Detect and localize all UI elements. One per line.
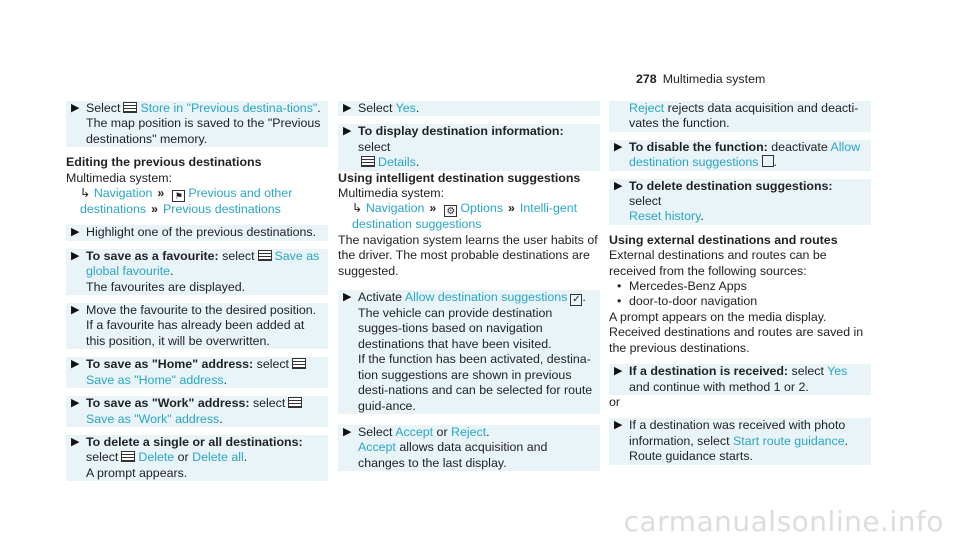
nav-path [66, 186, 328, 217]
reject-link[interactable]: Reject [629, 101, 665, 115]
details-link[interactable]: Details [378, 155, 416, 170]
watermark: carmanualsonline.info [623, 504, 944, 538]
step-delete-suggestions: ▶ To delete destination suggestions: select Reset history. [609, 179, 871, 225]
flag-icon: ⚑ [172, 190, 185, 202]
nav-navigation[interactable]: Navigation [93, 186, 153, 201]
step-arrow-icon: ▶ [71, 435, 80, 448]
column-1 [66, 101, 328, 481]
page-header [636, 72, 765, 87]
paragraph-external: External destinations and routes can be received from the following sources: [609, 248, 827, 278]
menu-icon [292, 358, 306, 369]
save-global-favourite-link[interactable]: Save as global favourite [86, 248, 320, 279]
step-arrow-icon: ▶ [71, 397, 80, 410]
yes-link[interactable]: Yes [395, 101, 416, 115]
step-display-info: ▶ To display destination information: select Details. [338, 124, 600, 170]
paragraph-learns: The navigation system learns the user habits of the driver. The most probable destinations are suggested. [338, 232, 598, 278]
return-arrow-icon: ↳ [80, 186, 91, 201]
nav-previous-destinations[interactable]: Previous destinations [163, 202, 281, 217]
reset-history-link[interactable]: Reset history [629, 209, 701, 224]
step-store-previous: ▶ Select Store in "Previous destina-tions". The map position is saved to the "Previous destinations" memory. [66, 101, 328, 147]
system-label: Multimedia system: [338, 186, 445, 201]
step-arrow-icon: ▶ [71, 304, 80, 317]
step-arrow-icon: ▶ [71, 226, 80, 239]
column-2 [338, 101, 600, 471]
step-arrow-icon: ▶ [614, 140, 623, 153]
menu-icon [258, 250, 272, 261]
menu-icon [361, 156, 375, 167]
section-heading-intelligent: Using intelligent destination suggestions [338, 170, 581, 185]
step-reject-info: Reject rejects data acquisition and deacti-vates the function. [609, 101, 871, 132]
allow-suggestions-link[interactable]: Allow destination suggestions [629, 139, 861, 170]
step-received: ▶ If a destination is received: select Yes and continue with method 1 or 2. [609, 364, 871, 395]
checkbox-unchecked-icon [762, 155, 774, 167]
nav-navigation[interactable]: Navigation [365, 201, 425, 216]
nav-intelligent-suggestions[interactable]: Intelli-gent destination suggestions [352, 201, 578, 232]
step-arrow-icon: ▶ [343, 425, 352, 438]
chevron-icon: » [429, 201, 437, 216]
paragraph-prompt: A prompt appears on the media display. Received destinations and routes are saved in the previous destinations. [609, 309, 864, 355]
return-arrow-icon: ↳ [352, 201, 363, 216]
reject-link[interactable]: Reject [451, 424, 487, 439]
chevron-icon: » [508, 201, 515, 216]
nav-previous-other[interactable]: Previous and other destinations [80, 186, 293, 217]
nav-options[interactable]: Options [460, 201, 504, 216]
step-body: The map position is saved to the "Previous destinations" memory. [86, 116, 321, 146]
menu-icon [121, 451, 135, 462]
accept-link-2[interactable]: Accept [358, 440, 396, 455]
step-photo: ▶ If a destination was received with photo information, select Start route guidance. Route guidance starts. [609, 418, 871, 464]
gear-icon: ⚙ [444, 205, 457, 217]
menu-icon [288, 397, 302, 408]
page-number: 278 [636, 72, 657, 86]
checkbox-checked-icon: ✓ [572, 294, 581, 306]
step-arrow-icon: ▶ [343, 125, 352, 138]
step-select-yes: ▶ Select Yes. [338, 101, 600, 116]
step-disable: ▶ To disable the function: deactivate Allow destination suggestions . [609, 140, 871, 171]
column-3 [609, 101, 871, 465]
step-highlight: ▶ Highlight one of the previous destinations. [66, 225, 328, 240]
step-move-favourite: ▶ Move the favourite to the desired position. If a favourite has already been added at this position, it will be overwritten. [66, 303, 328, 349]
yes-link[interactable]: Yes [827, 364, 848, 379]
step-arrow-icon: ▶ [614, 179, 623, 192]
step-arrow-icon: ▶ [71, 249, 80, 262]
chevron-icon: » [151, 202, 159, 217]
menu-icon [123, 102, 137, 113]
or-label: or [609, 394, 621, 409]
section-heading-editing: Editing the previous destinations [66, 155, 262, 170]
step-accept-reject: ▶ Select Accept or Reject. Accept allows data acquisition and changes to the last display. [338, 425, 600, 471]
step-save-work: ▶ To save as "Work" address: select Save as "Work" address. [66, 396, 328, 427]
section-heading-external: Using external destinations and routes [609, 232, 838, 247]
save-work-link[interactable]: Save as "Work" address [86, 411, 220, 426]
step-arrow-icon: ▶ [614, 419, 623, 432]
step-arrow-icon: ▶ [343, 102, 352, 114]
start-route-guidance-link[interactable]: Start route guidance [733, 433, 845, 448]
save-home-link[interactable]: Save as "Home" address [86, 372, 224, 387]
chevron-icon: » [157, 186, 165, 201]
step-arrow-icon: ▶ [614, 365, 623, 378]
allow-suggestions-link[interactable]: Allow destination suggestions [404, 290, 568, 305]
delete-link[interactable]: Delete [138, 450, 175, 465]
step-arrow-icon: ▶ [343, 291, 352, 304]
step-delete: ▶ To delete a single or all destinations: select Delete or Delete all. A prompt appears. [66, 435, 328, 481]
system-label: Multimedia system: [66, 170, 173, 185]
step-arrow-icon: ▶ [71, 358, 80, 371]
section-title: Multimedia system [662, 72, 766, 86]
accept-link[interactable]: Accept [395, 424, 434, 439]
step-save-home: ▶ To save as "Home" address: select Save as "Home" address. [66, 357, 328, 388]
delete-all-link[interactable]: Delete all [192, 450, 244, 465]
step-activate: ▶ Activate Allow destination suggestions ✓ . The vehicle can provide destination sugges-tions based on navigation destinations that have been visited. If the function has been activated, destina-tion suggestions are shown in previous desti-nations and can be selected for route guid-ance. [338, 290, 600, 414]
nav-path [338, 201, 600, 232]
list-item: • Mercedes-Benz Apps [609, 279, 871, 294]
list-item: • door-to-door navigation [609, 294, 871, 309]
step-arrow-icon: ▶ [71, 102, 80, 114]
store-previous-link[interactable]: Store in "Previous destina-tions" [140, 101, 318, 115]
step-save-favourite: ▶ To save as a favourite: select Save as global favourite. The favourites are displayed. [66, 249, 328, 295]
